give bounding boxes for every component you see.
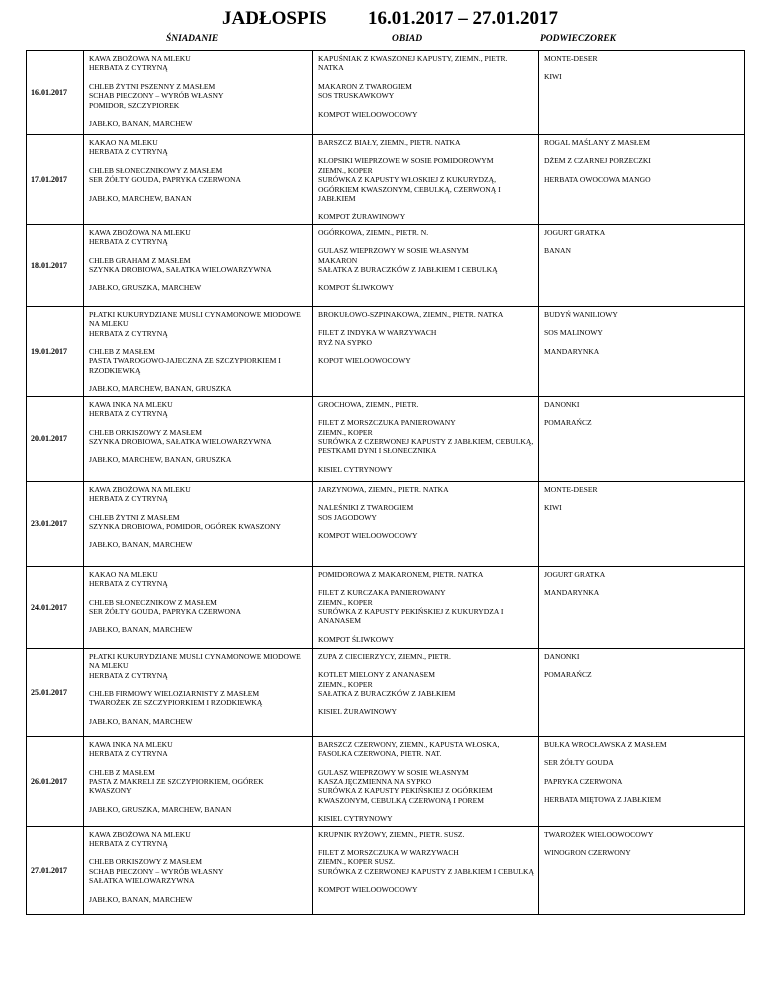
cell-snack	[539, 648, 745, 736]
cell-lunch	[313, 224, 539, 306]
snack-item: DANONKI	[544, 651, 580, 661]
cell-snack	[539, 826, 745, 914]
day-date: 27.01.2017	[27, 826, 84, 914]
snack-item: BUŁKA WROCŁAWSKA Z MASŁEM	[544, 739, 667, 749]
breakfast-item: JABŁKO, GRUSZKA, MARCHEW, BANAN	[89, 804, 232, 814]
lunch-item: KOMPOT ŚLIWKOWY	[318, 283, 395, 293]
snack-item: MANDARYNKA	[544, 346, 600, 356]
day-date: 26.01.2017	[27, 736, 84, 826]
snack-item: HERBATA MIĘTOWA Z JABŁKIEM	[544, 794, 662, 804]
breakfast-item: JABŁKO, MARCHEW, BANAN, GRUSZKA	[89, 455, 232, 465]
breakfast-item: CHLEB ŻYTNI PSZENNY Z MASŁEM SCHAB PIECZONY – WYRÓB WŁASNY POMIDOR, SZCZYPIOREK	[89, 81, 224, 110]
period-text: 16.01.2017 – 27.01.2017	[368, 8, 558, 29]
snack-item: POMARAŃCZ	[544, 418, 592, 428]
lunch-item: KLOPSIKI WIEPRZOWE W SOSIE POMIDOROWYM ZIEMN., KOPER SURÓWKA Z KAPUSTY WŁOSKIEJ Z KUKURYDZĄ, OGÓRKIEM KWASZONYM, CEBULKĄ, CZERWONĄ I JABŁKIEM	[318, 156, 501, 204]
snack-item: JOGURT GRATKA	[544, 227, 606, 237]
snack-item: ROGAL MAŚLANY Z MASŁEM	[544, 138, 650, 147]
cell-snack	[539, 566, 745, 648]
cell-snack	[539, 481, 745, 566]
day-row	[27, 396, 745, 481]
lunch-item: BARSZCZ BIAŁY, ZIEMN., PIETR. NATKA	[318, 138, 461, 147]
cell-snack	[539, 224, 745, 306]
breakfast-item: CHLEB ORKISZOWY Z MASŁEM SCHAB PIECZONY – WYRÓB WŁASNY SAŁATKA WIELOWARZYWNA	[89, 857, 224, 886]
breakfast-item: JABŁKO, MARCHEW, BANAN, GRUSZKA	[89, 384, 232, 394]
cell-lunch	[313, 648, 539, 736]
snack-item: TWAROŻEK WIELOOWOCOWY	[544, 829, 654, 839]
lunch-item: JARZYNOWA, ZIEMN., PIETR. NATKA	[318, 484, 449, 494]
column-header-lunch: OBIAD	[392, 34, 423, 44]
breakfast-item: JABŁKO, MARCHEW, BANAN	[89, 193, 192, 203]
breakfast-item: CHLEB GRAHAM Z MASŁEM SZYNKA DROBIOWA, SAŁATKA WIELOWARZYWNA	[89, 255, 272, 275]
day-date: 18.01.2017	[27, 224, 84, 306]
breakfast-item: KAWA INKA NA MLEKU HERBATA Z CYTRYNĄ	[89, 399, 173, 419]
breakfast-item: JABŁKO, GRUSZKA, MARCHEW	[89, 283, 202, 293]
lunch-item: NALEŚNIKI Z TWAROGIEM SOS JAGODOWY	[318, 503, 414, 522]
cell-breakfast	[84, 306, 313, 396]
breakfast-item: KAWA ZBOŻOWA NA MLEKU HERBATA Z CYTRYNĄ	[89, 54, 191, 73]
breakfast-item: JABŁKO, BANAN, MARCHEW	[89, 625, 193, 635]
lunch-item: KAPUŚNIAK Z KWASZONEJ KAPUSTY, ZIEMN., PIETR. NATKA	[318, 54, 508, 73]
snack-item: MANDARYNKA	[544, 588, 600, 598]
day-row	[27, 648, 745, 736]
lunch-item: KISIEL ŻURAWINOWY	[318, 707, 398, 717]
cell-breakfast	[84, 396, 313, 481]
lunch-item: BARSZCZ CZERWONY, ZIEMN., KAPUSTA WŁOSKA, FASOLKA CZERWONA, PIETR. NAT.	[318, 739, 500, 759]
lunch-item: GULASZ WIEPRZOWY W SOSIE WŁASNYM MAKARON SAŁATKA Z BURACZKÓW Z JABŁKIEM I CEBULKĄ	[318, 246, 498, 275]
cell-snack	[539, 51, 745, 135]
snack-item: BUDYŃ WANILIOWY	[544, 309, 618, 319]
breakfast-item: JABŁKO, BANAN, MARCHEW	[89, 119, 193, 129]
breakfast-item: JABŁKO, BANAN, MARCHEW	[89, 540, 193, 550]
breakfast-item: CHLEB SŁONECZNIKOWY Z MASŁEM SER ŻÓŁTY GOUDA, PAPRYKA CZERWONA	[89, 165, 241, 185]
breakfast-item: PŁATKI KUKURYDZIANE MUSLI CYNAMONOWE MIODOWE NA MLEKU HERBATA Z CYTRYNĄ	[89, 651, 301, 680]
lunch-item: OGÓRKOWA, ZIEMN., PIETR. N.	[318, 227, 429, 237]
snack-item: MONTE-DESER	[544, 484, 598, 494]
cell-breakfast	[84, 481, 313, 566]
cell-breakfast	[84, 224, 313, 306]
snack-item: KIWI	[544, 503, 562, 513]
page-title	[0, 8, 768, 34]
lunch-item: FILET Z MORSZCZUKA W WARZYWACH ZIEMN., KOPER SUSZ. SURÓWKA Z CZERWONEJ KAPUSTY Z JABŁKIEM I CEBULKĄ	[318, 847, 534, 876]
day-row	[27, 826, 745, 914]
breakfast-item: CHLEB Z MASŁEM PASTA Z MAKRELI ZE SZCZYPIORKIEM, OGÓREK KWASZONY	[89, 767, 264, 796]
snack-item: PAPRYKA CZERWONA	[544, 776, 623, 786]
breakfast-item: CHLEB SŁONECZNIKOW Z MASŁEM SER ŻÓŁTY GOUDA, PAPRYKA CZERWONA	[89, 597, 241, 616]
breakfast-item: KAWA ZBOŻOWA NA MLEKU HERBATA Z CYTRYNĄ	[89, 484, 191, 504]
lunch-item: FILET Z KURCZAKA PANIEROWANY ZIEMN., KOPER SURÓWKA Z KAPUSTY PEKIŃSKIEJ Z KUKURYDZA I ANANASEM	[318, 588, 504, 626]
day-date: 25.01.2017	[27, 648, 84, 736]
day-date: 16.01.2017	[27, 51, 84, 135]
lunch-item: POMIDOROWA Z MAKARONEM, PIETR. NATKA	[318, 569, 484, 579]
breakfast-item: KAKAO NA MLEKU HERBATA Z CYTRYNĄ	[89, 138, 168, 157]
cell-breakfast	[84, 51, 313, 135]
cell-snack	[539, 396, 745, 481]
day-row	[27, 306, 745, 396]
lunch-item: KOMPOT WIELOOWOCOWY	[318, 530, 418, 540]
cell-lunch	[313, 566, 539, 648]
day-row	[27, 51, 745, 135]
snack-item: HERBATA OWOCOWA MANGO	[544, 174, 651, 184]
lunch-item: KOMPOT WIELOOWOCOWY	[318, 109, 418, 119]
column-header-breakfast: ŚNIADANIE	[166, 34, 219, 44]
snack-item: JOGURT GRATKA	[544, 569, 606, 579]
snack-item: KIWI	[544, 72, 562, 82]
lunch-item: KISIEL CYTRYNOWY	[318, 464, 393, 474]
day-row	[27, 736, 745, 826]
lunch-item: FILET Z INDYKA W WARZYWACH RYŻ NA SYPKO	[318, 328, 437, 347]
cell-snack	[539, 306, 745, 396]
title-text: JADŁOSPIS	[222, 8, 327, 29]
lunch-item: ZUPA Z CIECIERZYCY, ZIEMN., PIETR.	[318, 651, 451, 661]
cell-lunch	[313, 135, 539, 225]
breakfast-item: KAWA INKA NA MLEKU HERBATA Z CYTRYNA	[89, 739, 173, 759]
day-row	[27, 481, 745, 566]
lunch-item: KOTLET MIELONY Z ANANASEM ZIEMN., KOPER SAŁATKA Z BURACZKÓW Z JABŁKIEM	[318, 670, 456, 698]
cell-breakfast	[84, 736, 313, 826]
cell-snack	[539, 135, 745, 225]
breakfast-item: JABŁKO, BANAN, MARCHEW	[89, 716, 193, 726]
lunch-item: GROCHOWA, ZIEMN., PIETR.	[318, 399, 419, 409]
lunch-item: BROKUŁOWO-SZPINAKOWA, ZIEMN., PIETR. NATKA	[318, 309, 504, 319]
cell-lunch	[313, 826, 539, 914]
menu-table	[26, 50, 745, 915]
day-row	[27, 224, 745, 306]
cell-breakfast	[84, 566, 313, 648]
day-date: 20.01.2017	[27, 396, 84, 481]
snack-item: POMARAŃCZ	[544, 670, 592, 680]
cell-breakfast	[84, 826, 313, 914]
column-header-snack: PODWIECZOREK	[540, 34, 617, 44]
breakfast-item: PŁATKI KUKURYDZIANE MUSLI CYNAMONOWE MIODOWE NA MLEKU HERBATA Z CYTRYNĄ	[89, 309, 301, 338]
cell-breakfast	[84, 648, 313, 736]
breakfast-item: JABŁKO, BANAN, MARCHEW	[89, 894, 193, 904]
cell-lunch	[313, 51, 539, 135]
snack-item: SOS MALINOWY	[544, 328, 603, 338]
snack-item: BANAN	[544, 246, 572, 256]
breakfast-item: KAKAO NA MLEKU HERBATA Z CYTRYNĄ	[89, 569, 168, 589]
day-date: 19.01.2017	[27, 306, 84, 396]
snack-item: MONTE-DESER	[544, 54, 598, 63]
lunch-item: KOMPOT ŻURAWINOWY	[318, 212, 406, 222]
menu-table-body	[27, 51, 745, 915]
breakfast-item: CHLEB FIRMOWY WIELOZIARNISTY Z MASŁEM TWAROŻEK ZE SZCZYPIORKIEM I RZODKIEWKĄ	[89, 688, 263, 708]
lunch-item: FILET Z MORSZCZUKA PANIEROWANY ZIEMN., KOPER SURÓWKA Z CZERWONEJ KAPUSTY Z JABŁKIEM, CEBULKĄ, PESTKAMI DYNI I SŁONECZNIKA	[318, 418, 534, 456]
day-date: 23.01.2017	[27, 481, 84, 566]
cell-lunch	[313, 736, 539, 826]
breakfast-item: KAWA ZBOŻOWA NA MLEKU HERBATA Z CYTRYNĄ	[89, 829, 191, 848]
day-date: 24.01.2017	[27, 566, 84, 648]
lunch-item: KRUPNIK RYŻOWY, ZIEMN., PIETR. SUSZ.	[318, 829, 465, 839]
breakfast-item: CHLEB ORKISZOWY Z MASŁEM SZYNKA DROBIOWA, SAŁATKA WIELOWARZYWNA	[89, 427, 272, 446]
snack-item: DANONKI	[544, 399, 580, 409]
cell-breakfast	[84, 135, 313, 225]
day-date: 17.01.2017	[27, 135, 84, 225]
lunch-item: KOMPOT WIELOOWOCOWY	[318, 885, 418, 895]
snack-item: WINOGRON CZERWONY	[544, 847, 631, 857]
lunch-item: GULASZ WIEPRZOWY W SOSIE WŁASNYM KASZA JĘCZMIENNA NA SYPKO SURÓWKA Z KAPUSTY PEKIŃSKIEJ Z OGÓRKIEM KWASZONYM, CEBULKĄ CZERWONĄ I POREM	[318, 767, 493, 805]
day-row	[27, 135, 745, 225]
cell-lunch	[313, 306, 539, 396]
snack-item: SER ŻÓŁTY GOUDA	[544, 758, 614, 768]
lunch-item: KISIEL CYTRYNOWY	[318, 814, 393, 824]
cell-lunch	[313, 396, 539, 481]
lunch-item: KOMPOT ŚLIWKOWY	[318, 634, 395, 644]
snack-item: DŻEM Z CZARNEJ PORZECZKI	[544, 156, 651, 166]
cell-snack	[539, 736, 745, 826]
lunch-item: MAKARON Z TWAROGIEM SOS TRUSKAWKOWY	[318, 81, 412, 101]
cell-lunch	[313, 481, 539, 566]
breakfast-item: CHLEB ŻYTNI Z MASŁEM SZYNKA DROBIOWA, POMIDOR, OGÓREK KWASZONY	[89, 512, 281, 531]
breakfast-item: KAWA ZBOŻOWA NA MLEKU HERBATA Z CYTRYNĄ	[89, 227, 191, 247]
lunch-item: KOPOT WIELOOWOCOWY	[318, 356, 411, 366]
day-row	[27, 566, 745, 648]
breakfast-item: CHLEB Z MASŁEM PASTA TWAROGOWO-JAJECZNA ZE SZCZYPIORKIEM I RZODKIEWKĄ	[89, 347, 281, 375]
